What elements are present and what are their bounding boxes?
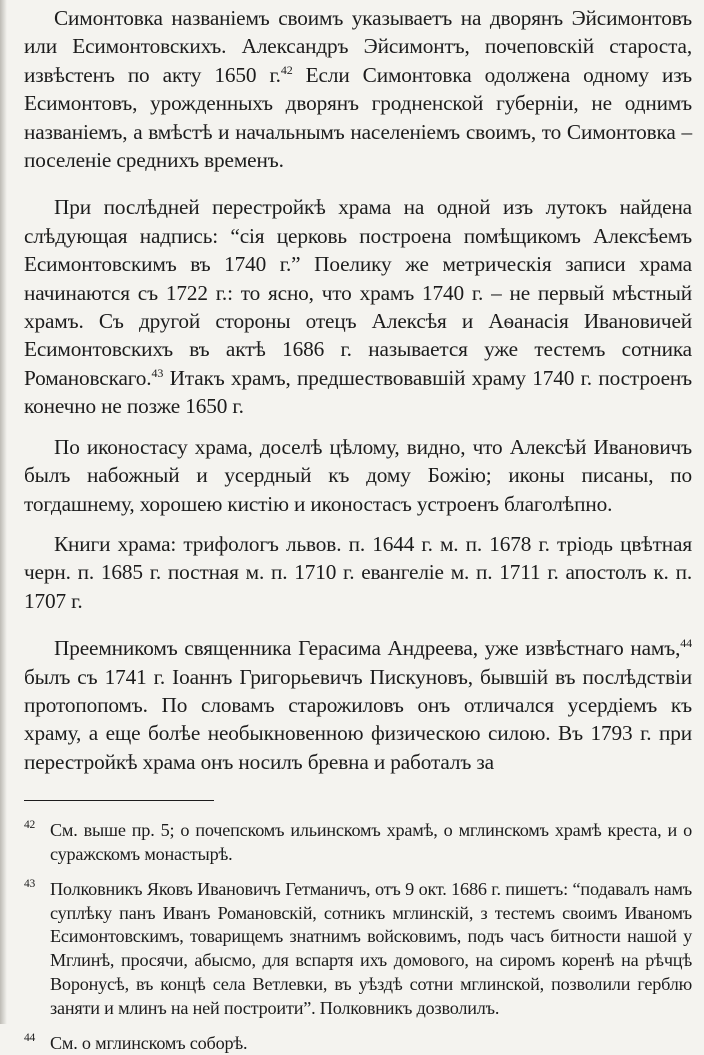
footnote-text: См. о мглинскомъ соборѣ. (50, 1032, 248, 1053)
scan-edge-shadow (0, 0, 7, 1024)
footnote-44 (24, 1032, 692, 1055)
footnote-ref-42[interactable]: 42 (280, 62, 293, 77)
paragraph-iconostasis: По иконостасу храма, доселѣ цѣлому, видно, что Алексѣй Ивановичъ былъ набожный и усердный къ дому Божію; иконы писаны, по тогдашнему, хорошею кистію и иконостасъ устроенъ благолѣпно. (24, 434, 692, 516)
footnote-number: 43 (24, 877, 36, 890)
footnote-text: Полковникъ Яковъ Ивановичъ Гетманичъ, отъ 9 окт. 1686 г. пишетъ: “подавалъ намъ суплѣку панъ Иванъ Романовскій, сотникъ мглинскій, з тестемъ своимъ Иваномъ Есимонтовскимъ, товарищемъ знатнимъ войсковимъ, подъ часъ битности нашой у Мглинѣ, просячи, абысмо, для вспартя ихъ домового, на сиромъ коренѣ на рѣчцѣ Воронусѣ, въ концѣ села Ветлевки, въ уѣздѣ сотни мглинской, позволили герблю заняти и млинъ на ней построити”. Полковникъ дозволилъ. (50, 878, 692, 1018)
footnote-43 (24, 878, 692, 1021)
footnotes (24, 819, 692, 1055)
footnote-number: 44 (24, 1031, 36, 1044)
main-text (24, 4, 692, 776)
footnote-ref-44[interactable]: 44 (680, 636, 692, 651)
footnote-ref-43[interactable]: 43 (151, 365, 164, 380)
paragraph-successor: Преемникомъ священника Герасима Андреева, уже извѣстнаго намъ,$^{44}$ былъ съ 1741 г. Іоаннъ Григорьевичъ Пискуновъ, бывшій въ послѣдствіи протопопомъ. По словамъ старожиловъ онъ отличался усердіемъ къ храму, а еще болѣе необыкновенною физическою силою. Въ 1793 г. при перестройкѣ храма онъ носилъ бревна и работалъ за (24, 636, 692, 774)
paragraph-simontovka: Симонтовка названіемъ своимъ указываетъ на дворянъ Эйсимонтовъ или Есимонтовскихъ. Александръ Эйсимонтъ, почеповскій староста, извѣстенъ по акту 1650 г.$^{42}$ Если Симонтовка одолжена одному изъ Есимонтовъ, урожденныхъ дворянъ гродненской губерніи, не однимъ названіемъ, а вмѣстѣ и начальнымъ населеніемъ своимъ, то Симонтовка – поселеніе среднихъ временъ. (24, 6, 692, 173)
footnote-42 (24, 819, 692, 867)
paragraph-church-books: Книги храма: трифологъ львов. п. 1644 г. м. п. 1678 г. тріодь цвѣтная черн. п. 1685 г. постная м. п. 1710 г. евангеліе м. п. 1711 г. апостолъ к. п. 1707 г. (24, 531, 692, 613)
footnote-divider (24, 800, 214, 801)
paragraph-inscription: При послѣдней перестройкѣ храма на одной изъ лутокъ найдена слѣдующая надпись: “сія церковь построена помѣщикомъ Алексѣемъ Есимонтовскимъ въ 1740 г.” Поелику же метрическія записи храма начинаются съ 1722 г.: то ясно, что храмъ 1740 г. – не первый мѣстный храмъ. Съ другой стороны отецъ Алексѣя и Аѳанасія Ивановичей Есимонтовскихъ въ актѣ 1686 г. называется уже тестемъ сотника Романовскаго.$^{43}$ Итакъ храмъ, предшествовавшій храму 1740 г. построенъ конечно не позже 1650 г. (24, 195, 692, 419)
footnote-text: См. выше пр. 5; о почепскомъ ильинскомъ храмѣ, о мглинскомъ храмѣ креста, и о суражскомъ монастырѣ. (50, 820, 692, 864)
footnote-number: 42 (24, 819, 36, 832)
